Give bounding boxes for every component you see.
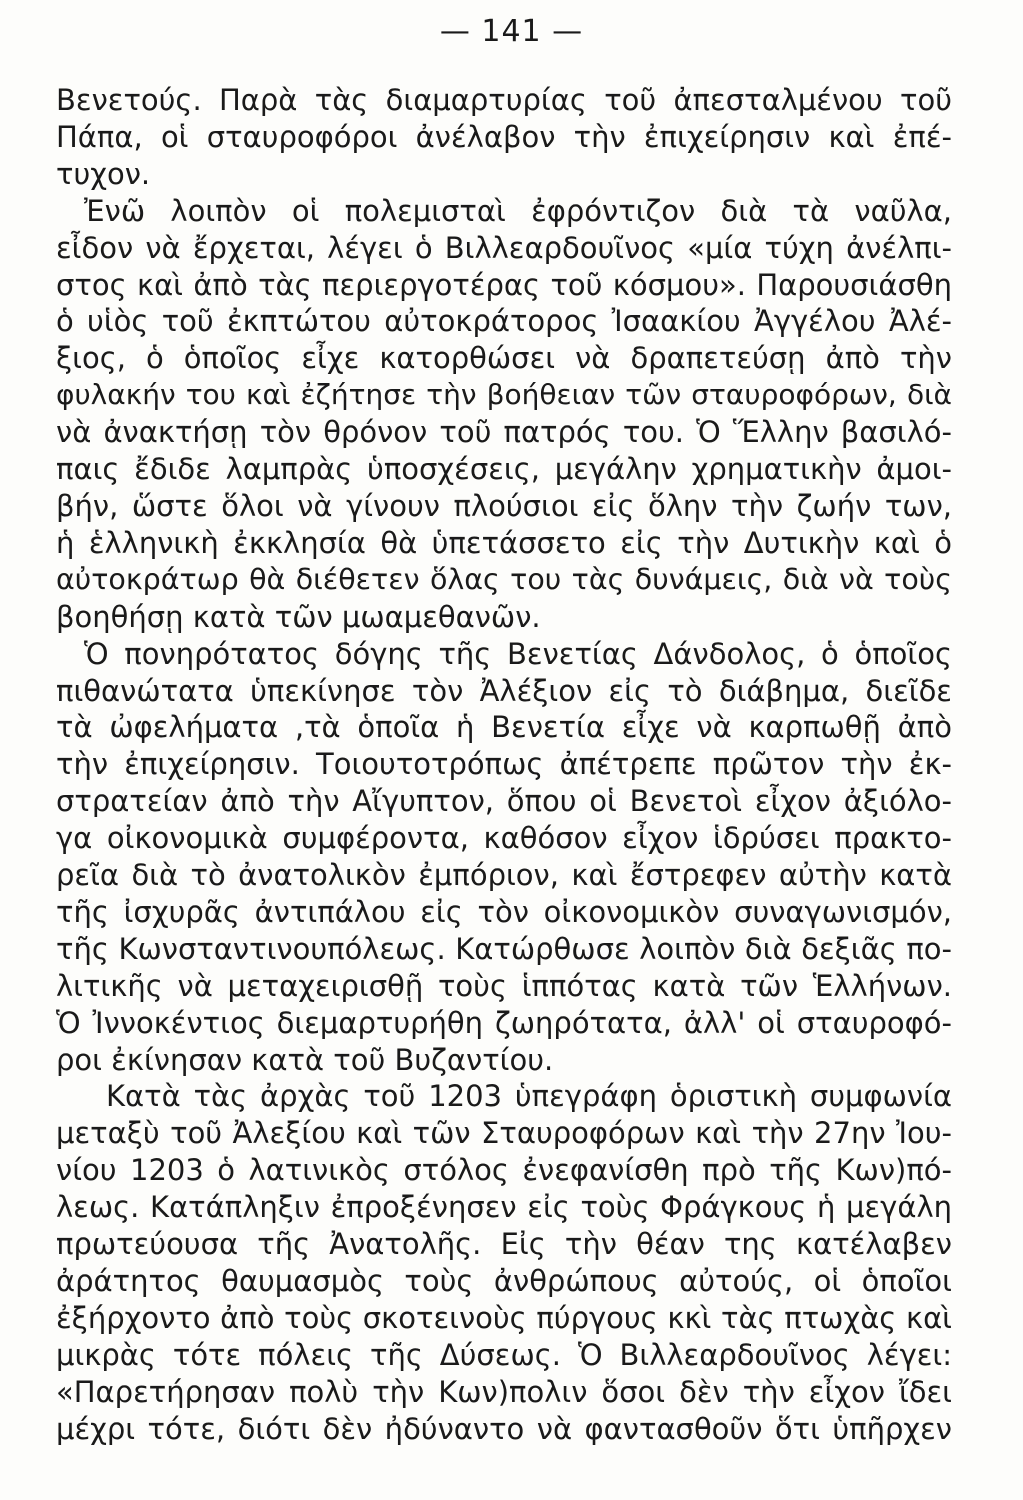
text-line: ἡ ἑλληνικὴ ἐκκλησία θὰ ὑπετάσσετο εἰς τὴν Δυτικὴν καὶ ὁ xyxy=(56,525,952,560)
text-line: Ὁ πονηρότατος δόγης τῆς Βενετίας Δάνδολος, ὁ ὁποῖος xyxy=(84,636,952,671)
text-line: Ἐνῶ λοιπὸν οἱ πολεμισταὶ ἐφρόντιζον διὰ τὰ ναῦλα, xyxy=(84,193,952,228)
text-line: τὰ ὠφελήματα ,τὰ ὁποῖα ἡ Βενετία εἶχε νὰ καρπωθῇ ἀπὸ xyxy=(56,710,952,745)
text-line: εἶδον νὰ ἔρχεται, λέγει ὁ Βιλλεαρδουῖνος «μία τύχη ἀνέλπι- xyxy=(56,230,952,265)
text-line: στρατείαν ἀπὸ τὴν Αἴγυπτον, ὅπου οἱ Βενετοὶ εἶχον ἀξιόλο- xyxy=(56,784,952,819)
page-number: — 141 — xyxy=(439,14,584,49)
text-line: τὴν ἐπιχείρησιν. Τοιουτοτρόπως ἀπέτρεπε πρῶτον τὴν ἐκ- xyxy=(56,747,952,782)
text-line: αὐτοκράτωρ θὰ διέθετεν ὅλας του τὰς δυνάμεις, διὰ νὰ τοὺς xyxy=(56,562,952,596)
text-line: παις ἔδιδε λαμπρὰς ὑποσχέσεις, μεγάλην χρηματικὴν ἀμοι- xyxy=(56,452,952,487)
text-line: ροι ἐκίνησαν κατὰ τοῦ Βυζαντίου. xyxy=(56,1042,554,1077)
text-line: τῆς ἰσχυρᾶς ἀντιπάλου εἰς τὸν οἰκονομικὸν συναγωνισμόν, xyxy=(56,894,952,929)
text-line: ἐξήρχοντο ἀπὸ τοὺς σκοτεινοὺς πύργους κκὶ τὰς πτωχὰς καὶ xyxy=(56,1300,952,1335)
text-line: βοηθήσῃ κατὰ τῶν μωαμεθανῶν. xyxy=(56,599,541,634)
text-line: πρωτεύουσα τῆς Ἀνατολῆς. Εἰς τὴν θέαν της κατέλαβεν xyxy=(56,1227,952,1262)
text-line: βήν, ὥστε ὅλοι νὰ γίνουν πλούσιοι εἰς ὅλην τὴν ζωήν των, xyxy=(56,488,952,523)
text-line: τυχον. xyxy=(56,156,151,191)
text-line: ὁ υἱὸς τοῦ ἐκπτώτου αὐτοκράτορος Ἰσαακίου Ἀγγέλου Ἀλέ- xyxy=(56,304,952,339)
text-line: μεταξὺ τοῦ Ἀλεξίου καὶ τῶν Σταυροφόρων καὶ τὴν 27ην Ἰου- xyxy=(56,1116,952,1151)
text-line: Κατὰ τὰς ἀρχὰς τοῦ 1203 ὑπεγράφη ὁριστικὴ συμφωνία xyxy=(106,1079,952,1114)
text-line: στος καὶ ἀπὸ τὰς περιεργοτέρας τοῦ κόσμου». Παρουσιάσθη xyxy=(56,267,952,302)
body-text xyxy=(56,82,952,1448)
text-line: ξιος, ὁ ὁποῖος εἶχε κατορθώσει νὰ δραπετεύσῃ ἀπὸ τὴν xyxy=(56,341,952,376)
text-line: πιθανώτατα ὑπεκίνησε τὸν Ἀλέξιον εἰς τὸ διάβημα, διεῖδε xyxy=(56,673,952,708)
text-line: μέχρι τότε, διότι δὲν ἠδύναντο νὰ φαντασθοῦν ὅτι ὑπῆρχεν xyxy=(56,1411,952,1446)
text-line: φυλακήν του καὶ ἐζήτησε τὴν βοήθειαν τῶν σταυροφόρων, διὰ xyxy=(56,378,952,412)
text-line: τῆς Κωνσταντινουπόλεως. Κατώρθωσε λοιπὸν διὰ δεξιᾶς πο- xyxy=(56,931,952,966)
text-line: ἀράτητος θαυμασμὸς τοὺς ἀνθρώπους αὐτούς, οἱ ὁποῖοι xyxy=(56,1264,952,1298)
text-line: μικρὰς τότε πόλεις τῆς Δύσεως. Ὁ Βιλλεαρδουῖνος λέγει: xyxy=(56,1337,952,1372)
text-line: νὰ ἀνακτήσῃ τὸν θρόνον τοῦ πατρός του. Ὁ Ἕλλην βασιλό- xyxy=(56,415,952,450)
text-line: γα οἰκονομικὰ συμφέροντα, καθόσον εἶχον ἱδρύσει πρακτο- xyxy=(56,821,952,856)
text-line: λεως. Κατάπληξιν ἐπροξένησεν εἰς τοὺς Φράγκους ἡ μεγάλη xyxy=(56,1190,952,1225)
text-line: «Παρετήρησαν πολὺ τὴν Κων)πολιν ὅσοι δὲν τὴν εἶχον ἴδει xyxy=(56,1374,952,1409)
text-line: λιτικῆς νὰ μεταχειρισθῇ τοὺς ἱππότας κατὰ τῶν Ἑλλήνων. xyxy=(56,968,952,1003)
text-line: Πάπα, οἱ σταυροφόροι ἀνέλαβον τὴν ἐπιχείρησιν καὶ ἐπέ- xyxy=(56,119,952,154)
text-line: νίου 1203 ὁ λατινικὸς στόλος ἐνεφανίσθη πρὸ τῆς Κων)πό- xyxy=(56,1153,952,1188)
text-line: Ὁ Ἰννοκέντιος διεμαρτυρήθη ζωηρότατα, ἀλλ' οἱ σταυροφό- xyxy=(56,1005,952,1040)
text-line: Βενετούς. Παρὰ τὰς διαμαρτυρίας τοῦ ἀπεσταλμένου τοῦ xyxy=(56,83,952,117)
text-line: ρεῖα διὰ τὸ ἀνατολικὸν ἐμπόριον, καὶ ἔστρεφεν αὐτὴν κατὰ xyxy=(56,858,952,893)
